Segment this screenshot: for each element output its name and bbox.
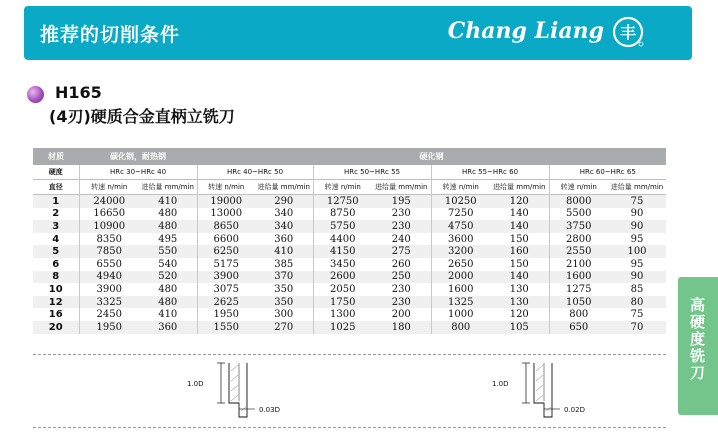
feed-cell: 540 (139, 258, 197, 271)
speed-cell: 3600 (431, 233, 490, 246)
category-tab[interactable] (678, 277, 718, 415)
speed-cell: 8000 (549, 195, 608, 208)
feed-cell: 120 (490, 308, 549, 321)
feed-cell: 160 (490, 245, 549, 258)
speed-cell: 10250 (431, 195, 490, 208)
feed-cell: 240 (372, 233, 431, 246)
feed-cell: 290 (255, 195, 313, 208)
speed-cell: 1000 (431, 308, 490, 321)
speed-cell: 1325 (431, 296, 490, 309)
hardness-range: HRc 30~HRc 40 (79, 165, 197, 180)
hardness-range: HRc 40~HRc 50 (197, 165, 313, 180)
hardness-range: HRc 60~HRc 65 (549, 165, 666, 180)
speed-cell: 3325 (79, 296, 139, 309)
speed-cell: 2625 (197, 296, 255, 309)
diameter-cell: 6 (33, 258, 79, 271)
depth-of-cut-label: 1.0D (492, 380, 509, 388)
speed-cell: 1950 (79, 321, 139, 334)
feed-cell: 385 (255, 258, 313, 271)
cutting-conditions-table (33, 148, 666, 334)
feed-cell: 520 (139, 271, 197, 284)
feed-cell: 180 (372, 321, 431, 334)
feed-cell: 100 (608, 245, 666, 258)
feed-cell: 410 (139, 195, 197, 208)
diameter-cell: 20 (33, 321, 79, 334)
feed-cell: 90 (608, 271, 666, 284)
logo-glyph: 丰 (619, 23, 637, 42)
hardness-label: 硬度 (33, 165, 79, 180)
speed-cell: 5750 (313, 220, 372, 233)
speed-cell: 6600 (197, 233, 255, 246)
table-row (33, 220, 666, 233)
speed-cell: 2550 (549, 245, 608, 258)
speed-cell: 1300 (313, 308, 372, 321)
feed-cell: 480 (139, 296, 197, 309)
speed-cell: 2050 (313, 283, 372, 296)
speed-cell: 2450 (79, 308, 139, 321)
feed-label: 进给量 mm/min (490, 180, 549, 195)
speed-cell: 6250 (197, 245, 255, 258)
table-row (33, 283, 666, 296)
product-model: H165 (55, 83, 102, 102)
feed-cell: 300 (255, 308, 313, 321)
speed-label: 转速 n/min (313, 180, 372, 195)
table-row (33, 258, 666, 271)
diameter-cell: 5 (33, 245, 79, 258)
diameter-cell: 1 (33, 195, 79, 208)
feed-cell: 340 (255, 220, 313, 233)
feed-cell: 230 (372, 283, 431, 296)
speed-cell: 3900 (79, 283, 139, 296)
speed-cell: 1600 (431, 283, 490, 296)
feed-cell: 95 (608, 233, 666, 246)
feed-cell: 230 (372, 220, 431, 233)
feed-cell: 340 (255, 208, 313, 221)
speed-label: 转速 n/min (549, 180, 608, 195)
feed-cell: 130 (490, 296, 549, 309)
feed-cell: 410 (139, 308, 197, 321)
diameter-cell: 10 (33, 283, 79, 296)
speed-cell: 4400 (313, 233, 372, 246)
speed-cell: 4150 (313, 245, 372, 258)
feed-cell: 75 (608, 195, 666, 208)
bullet-icon (27, 86, 44, 103)
cut-diagram-panel (33, 354, 666, 428)
diameter-cell: 2 (33, 208, 79, 221)
speed-cell: 8650 (197, 220, 255, 233)
feed-cell: 120 (490, 195, 549, 208)
diameter-cell: 8 (33, 271, 79, 284)
diameter-cell: 16 (33, 308, 79, 321)
feed-cell: 275 (372, 245, 431, 258)
speed-cell: 800 (431, 321, 490, 334)
cut-diagram (488, 357, 628, 421)
speed-cell: 2600 (313, 271, 372, 284)
feed-cell: 75 (608, 308, 666, 321)
feed-cell: 495 (139, 233, 197, 246)
speed-cell: 650 (549, 321, 608, 334)
feed-cell: 150 (490, 233, 549, 246)
speed-cell: 1275 (549, 283, 608, 296)
feed-cell: 95 (608, 258, 666, 271)
speed-cell: 7250 (431, 208, 490, 221)
header-material: 材质 (33, 148, 79, 165)
speed-cell: 2100 (549, 258, 608, 271)
feed-cell: 70 (608, 321, 666, 334)
speed-cell: 1550 (197, 321, 255, 334)
feed-label: 进给量 mm/min (255, 180, 313, 195)
header-group-hardened-steel: 硬化钢 (197, 148, 666, 165)
speed-cell: 3075 (197, 283, 255, 296)
table-row (33, 233, 666, 246)
brand-logo-icon (612, 16, 644, 48)
feed-cell: 140 (490, 271, 549, 284)
feed-cell: 85 (608, 283, 666, 296)
table-row (33, 271, 666, 284)
speed-cell: 1025 (313, 321, 372, 334)
speed-cell: 5500 (549, 208, 608, 221)
speed-cell: 1050 (549, 296, 608, 309)
feed-cell: 350 (255, 296, 313, 309)
table-row (33, 321, 666, 334)
speed-cell: 8750 (313, 208, 372, 221)
feed-cell: 260 (372, 258, 431, 271)
feed-cell: 480 (139, 220, 197, 233)
table-row (33, 245, 666, 258)
feed-label: 进给量 mm/min (372, 180, 431, 195)
feed-cell: 195 (372, 195, 431, 208)
speed-cell: 1750 (313, 296, 372, 309)
brand-name: Chang Liang (447, 18, 604, 44)
page-title: 推荐的切削条件 (40, 24, 181, 46)
speed-cell: 13000 (197, 208, 255, 221)
diameter-cell: 4 (33, 233, 79, 246)
feed-cell: 270 (255, 321, 313, 334)
speed-cell: 1600 (549, 271, 608, 284)
speed-cell: 4940 (79, 271, 139, 284)
feed-cell: 550 (139, 245, 197, 258)
diameter-cell: 3 (33, 220, 79, 233)
feed-cell: 480 (139, 283, 197, 296)
speed-cell: 2800 (549, 233, 608, 246)
speed-cell: 10900 (79, 220, 139, 233)
speed-cell: 16650 (79, 208, 139, 221)
hardness-range: HRc 50~HRc 55 (313, 165, 431, 180)
width-of-cut-label: 0.03D (259, 406, 280, 414)
speed-cell: 19000 (197, 195, 255, 208)
speed-cell: 3900 (197, 271, 255, 284)
speed-label: 转速 n/min (79, 180, 139, 195)
hardness-range: HRc 55~HRc 60 (431, 165, 549, 180)
diameter-label: 直径 (33, 180, 79, 195)
feed-cell: 105 (490, 321, 549, 334)
feed-label: 进给量 mm/min (608, 180, 666, 195)
feed-cell: 80 (608, 296, 666, 309)
feed-label: 进给量 mm/min (139, 180, 197, 195)
header-banner (24, 6, 692, 60)
speed-cell: 12750 (313, 195, 372, 208)
feed-cell: 230 (372, 208, 431, 221)
speed-cell: 24000 (79, 195, 139, 208)
table-row (33, 195, 666, 208)
product-description: (4刃)硬质合金直柄立铣刀 (49, 107, 235, 126)
feed-cell: 150 (490, 258, 549, 271)
speed-cell: 3750 (549, 220, 608, 233)
depth-of-cut-label: 1.0D (187, 380, 204, 388)
speed-cell: 8350 (79, 233, 139, 246)
speed-cell: 7850 (79, 245, 139, 258)
speed-cell: 3450 (313, 258, 372, 271)
feed-cell: 480 (139, 208, 197, 221)
speed-cell: 1950 (197, 308, 255, 321)
speed-cell: 3200 (431, 245, 490, 258)
feed-cell: 90 (608, 220, 666, 233)
feed-cell: 370 (255, 271, 313, 284)
table-row (33, 308, 666, 321)
feed-cell: 140 (490, 220, 549, 233)
diameter-cell: 12 (33, 296, 79, 309)
feed-cell: 350 (255, 283, 313, 296)
table-row (33, 208, 666, 221)
cut-diagram (183, 357, 323, 421)
table-row (33, 296, 666, 309)
speed-cell: 4750 (431, 220, 490, 233)
width-of-cut-label: 0.02D (564, 406, 585, 414)
speed-label: 转速 n/min (197, 180, 255, 195)
feed-cell: 130 (490, 283, 549, 296)
speed-label: 转速 n/min (431, 180, 490, 195)
category-tab-label: 高硬度铣刀 (688, 297, 706, 382)
feed-cell: 200 (372, 308, 431, 321)
feed-cell: 360 (255, 233, 313, 246)
header-group-carbon-steel: 碳化钢，耐热钢 (79, 148, 197, 165)
speed-cell: 800 (549, 308, 608, 321)
feed-cell: 410 (255, 245, 313, 258)
speed-cell: 2000 (431, 271, 490, 284)
speed-cell: 2650 (431, 258, 490, 271)
speed-cell: 6550 (79, 258, 139, 271)
feed-cell: 250 (372, 271, 431, 284)
speed-cell: 5175 (197, 258, 255, 271)
feed-cell: 360 (139, 321, 197, 334)
feed-cell: 90 (608, 208, 666, 221)
feed-cell: 230 (372, 296, 431, 309)
feed-cell: 140 (490, 208, 549, 221)
